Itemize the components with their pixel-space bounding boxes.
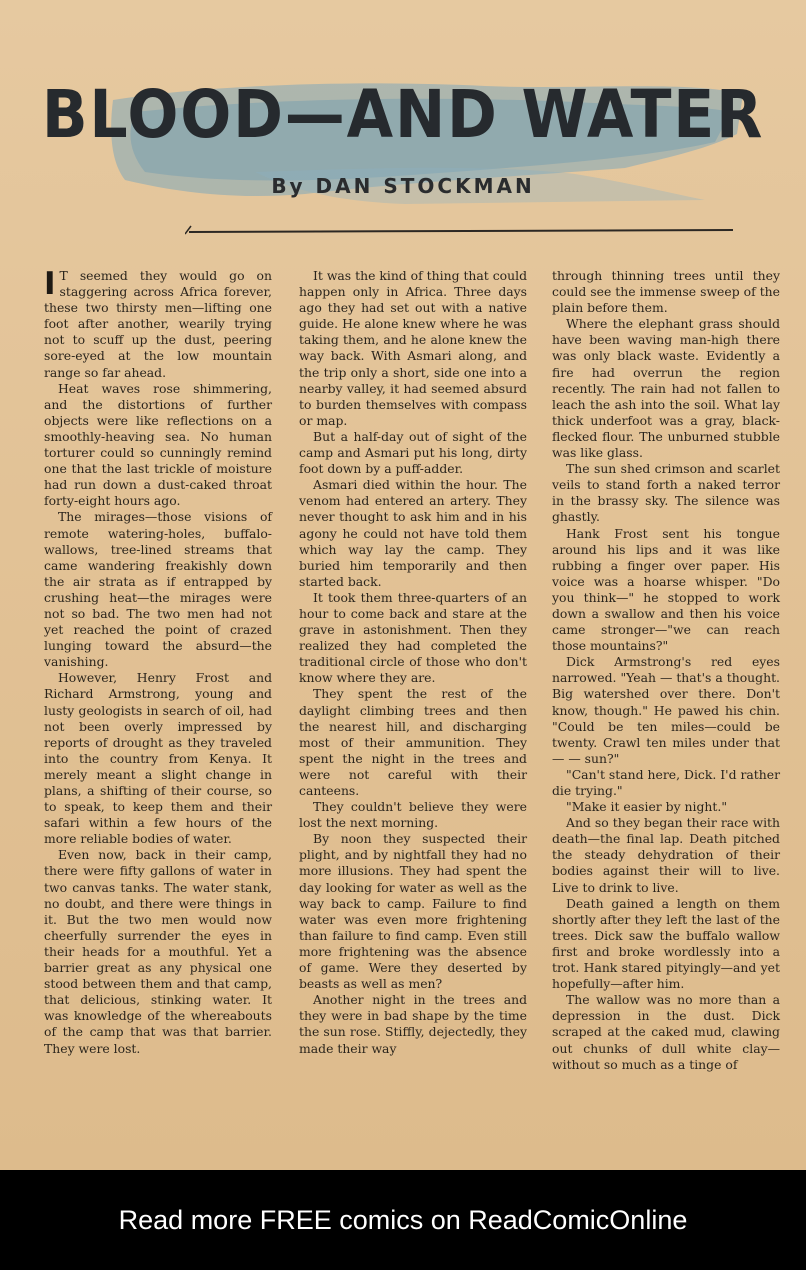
paragraph: Hank Frost sent his tongue around his lips and it was like rubbing a finger over paper. His voice was a hoarse whisper. "Do you think—" he stopped to work down a swallow and then his voice came stronger—"we can reach those mountains?" [552, 525, 780, 654]
paragraph [44, 268, 272, 381]
paragraph: And so they began their race with death—the final lap. Death pitched the steady dehydration of their bodies against their will to live. Live to drink to live. [552, 815, 780, 895]
story-byline: By DAN STOCKMAN [271, 174, 535, 198]
paragraph: The mirages—those visions of remote watering-holes, buffalo-wallows, tree-lined streams that came wandering freakishly down the air strata as if entrapped by crushing heat—the mirages were not so bad. The two men had not yet reached the point of crazed lunging toward the absurd—the vanishing. [44, 509, 272, 670]
paragraph: They spent the rest of the daylight climbing trees and then the nearest hill, and discharging most of their ammunition. They spent the night in the trees and were not careful with their canteens. [299, 686, 527, 798]
paragraph: It took them three-quarters of an hour to come back and stare at the grave in astonishment. Then they realized they had completed the traditional circle of those who don't know where they are. [299, 589, 527, 686]
paragraph: "Make it easier by night." [566, 799, 728, 815]
paragraph: The wallow was no more than a depression in the dust. Dick scraped at the caked mud, clawing out chunks of dull white clay—without so much as a tinge of [552, 992, 780, 1072]
text-column-1 [44, 268, 272, 1057]
paragraph: Another night in the trees and they were in bad shape by the time the sun rose. Stiffly, dejectedly, they made their way [299, 992, 527, 1056]
paragraph: They couldn't believe they were lost the next morning. [299, 799, 527, 831]
paragraph: The sun shed crimson and scarlet veils to stand forth a naked terror in the brassy sky. The silence was ghastly. [552, 461, 780, 525]
paragraph: By noon they suspected their plight, and by nightfall they had no more illusions. They had spent the day looking for water as well as the way back to camp. Failure to find water was even more frightening than failure to find camp. Even still more frightening was the absence of game. Were they deserted by beasts as well as men? [299, 831, 527, 992]
decorative-rule [185, 224, 740, 238]
paragraph: Death gained a length on them shortly after they left the last of the trees. Dick saw the buffalo wallow first and broke wordlessly into a trot. Hank stared pityingly—and yet hopefully—after him. [552, 895, 780, 992]
promo-banner[interactable]: Read more FREE comics on ReadComicOnline [0, 1170, 806, 1270]
paragraph: Heat waves rose shimmering, and the distortions of further objects were like reflections on a smoothly-heaving sea. No human torturer could so cunningly remind one that the last trickle of moisture had run down a dust-caked throat forty-eight hours ago. [44, 380, 272, 509]
paragraph: Asmari died within the hour. The venom had entered an artery. They never thought to ask him and in his agony he could not have told them which way lay the camp. They buried him temporarily and then started back. [299, 477, 527, 589]
paragraph: But a half-day out of sight of the camp and Asmari put his long, dirty foot down by a puff-adder. [299, 428, 527, 477]
text-column-3 [552, 268, 780, 1073]
drop-cap: I [44, 266, 56, 302]
paragraph: It was the kind of thing that could happen only in Africa. Three days ago they had set out with a native guide. He alone knew where he was taking them, and he alone knew the way back. With Asmari along, and the trip only a short, side one into a nearby valley, it had seemed absurd to burden themselves with compass or map. [299, 268, 527, 428]
paragraph: Dick Armstrong's red eyes narrowed. "Yeah — that's a thought. Big watershed over there. Don't know, though." He pawed his chin. "Could be ten miles—could be twenty. Crawl ten miles under that — — sun?" [552, 654, 780, 766]
paragraph: However, Henry Frost and Richard Armstrong, young and lusty geologists in search of oil, had not been overly impressed by reports of drought as they traveled into the country from Kenya. It merely meant a slight change in plans, a shifting of their course, so to speak, to keep them and their safari within a few hours of the more reliable bodies of water. [44, 670, 272, 847]
paragraph-text: T seemed they would go on staggering across Africa forever, these two thirsty men—lifting one foot after another, wearily trying not to scuff up the dust, peering sore-eyed at the low mountain range so far ahead. [44, 268, 272, 380]
paragraph: through thinning trees until they could see the immense sweep of the plain before them. [552, 268, 780, 316]
story-title: BLOOD—AND WATER [41, 76, 765, 153]
paragraph: "Can't stand here, Dick. I'd rather die trying." [552, 766, 780, 798]
paragraph: Where the elephant grass should have been waving man-high there was only black waste. Evidently a fire had overrun the region recently. The rain had not fallen to leach the ash into the soil. What lay thick underfoot was a gray, black-flecked flour. The unburned stubble was like glass. [552, 316, 780, 461]
text-column-2 [299, 268, 527, 1057]
paragraph: Even now, back in their camp, there were fifty gallons of water in two canvas tanks. The water stank, no doubt, and there were things in it. But the two men would now cheerfully surrender the eyes in their heads for a mouthful. Yet a barrier great as any physical one stood between them and that camp, that delicious, stinking water. It was knowledge of the whereabouts of the camp that was that barrier. They were lost. [44, 847, 272, 1056]
